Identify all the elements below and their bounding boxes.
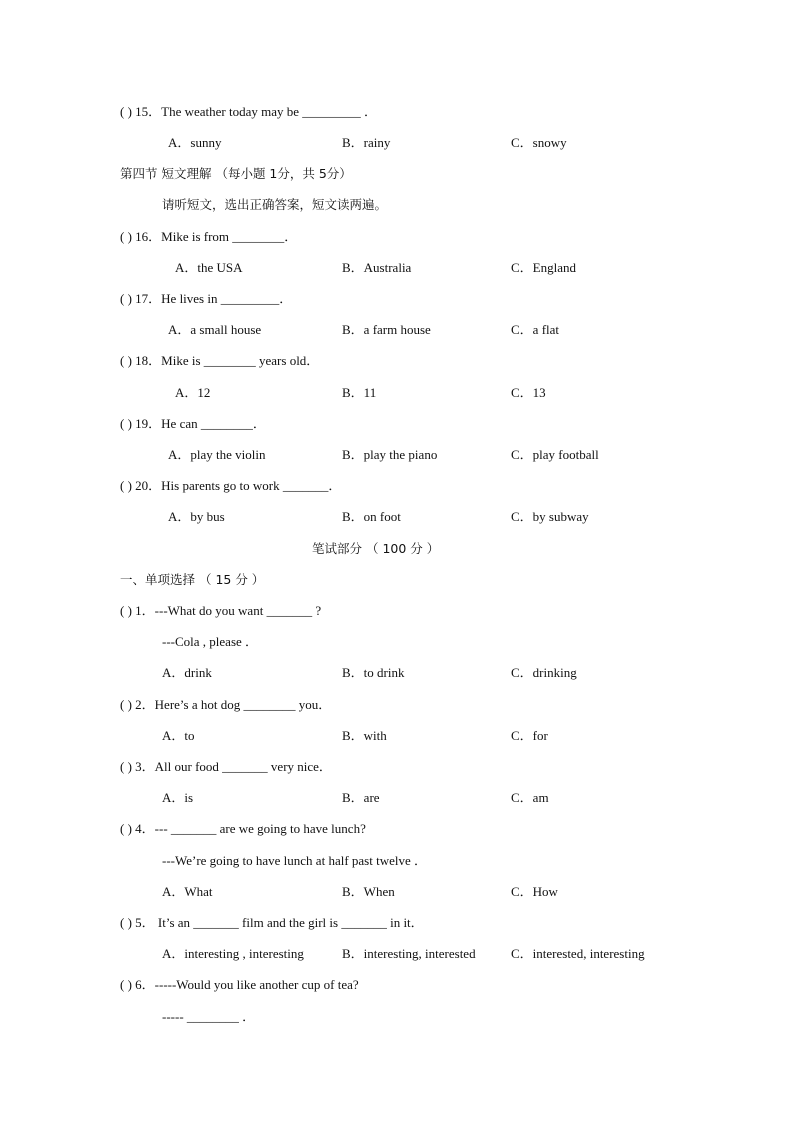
q17-option-c: C．a flat: [511, 322, 560, 337]
written-q4-reply: ---We’re going to have lunch at half past twelve ．: [162, 853, 427, 868]
written-q5-option-c: C．interested, interesting: [511, 946, 645, 961]
written-question-1: ( ) 1．---What do you want _______ ?: [120, 603, 322, 618]
question-18: ( ) 18．Mike is ________ years old．: [120, 353, 320, 368]
written-q1-option-b: B．to drink: [342, 665, 405, 680]
q17-option-b: B．a farm house: [342, 322, 431, 337]
written-part-title: 笔试部分 （ 100 分 ）: [312, 541, 440, 556]
written-q4-option-c: C．How: [511, 884, 558, 899]
q15-option-a: A．sunny: [168, 135, 222, 150]
section-4-instruction: 请听短文，选出正确答案，短文读两遍。: [162, 197, 388, 212]
q16-option-a: A．the USA: [175, 260, 243, 275]
written-q2-option-b: B．with: [342, 728, 387, 743]
written-q5-option-a: A．interesting , interesting: [162, 946, 304, 961]
written-q3-option-b: B．are: [342, 790, 380, 805]
q16-option-b: B．Australia: [342, 260, 412, 275]
written-q4-option-b: B．When: [342, 884, 395, 899]
q19-option-c: C．play football: [511, 447, 599, 462]
written-question-4: ( ) 4．--- _______ are we going to have lunch?: [120, 821, 366, 836]
written-question-2: ( ) 2．Here’s a hot dog ________ you．: [120, 697, 332, 712]
question-15: ( ) 15．The weather today may be _________ ．: [120, 104, 378, 119]
written-q6-reply: ----- ________ ．: [162, 1009, 256, 1024]
q20-option-b: B．on foot: [342, 509, 401, 524]
written-question-5: ( ) 5． It’s an _______ film and the girl is _______ in it．: [120, 915, 424, 930]
written-q3-option-c: C．am: [511, 790, 549, 805]
written-q2-option-c: C．for: [511, 728, 548, 743]
written-q4-option-a: A．What: [162, 884, 213, 899]
question-16: ( ) 16．Mike is from ________．: [120, 229, 298, 244]
q18-option-b: B．11: [342, 385, 377, 400]
written-q3-option-a: A．is: [162, 790, 194, 805]
q17-option-a: A．a small house: [168, 322, 262, 337]
q18-option-c: C．13: [511, 385, 546, 400]
q16-option-c: C．England: [511, 260, 576, 275]
q18-option-a: A．12: [175, 385, 211, 400]
written-question-6: ( ) 6．-----Would you like another cup of tea?: [120, 977, 359, 992]
question-20: ( ) 20．His parents go to work _______．: [120, 478, 342, 493]
written-q2-option-a: A．to: [162, 728, 195, 743]
question-19: ( ) 19．He can ________．: [120, 416, 266, 431]
written-q1-option-c: C．drinking: [511, 665, 577, 680]
written-q1-option-a: A．drink: [162, 665, 212, 680]
q19-option-b: B．play the piano: [342, 447, 438, 462]
question-17: ( ) 17．He lives in _________．: [120, 291, 293, 306]
q20-option-c: C．by subway: [511, 509, 589, 524]
written-q1-reply: ---Cola , please ．: [162, 634, 259, 649]
q19-option-a: A．play the violin: [168, 447, 266, 462]
written-question-3: ( ) 3．All our food _______ very nice．: [120, 759, 332, 774]
q20-option-a: A．by bus: [168, 509, 225, 524]
part-1-title: 一、单项选择 （ 15 分 ）: [120, 572, 265, 587]
q15-option-b: B．rainy: [342, 135, 391, 150]
section-4-title: 第四节 短文理解 （每小题 1分，共 5分）: [120, 166, 352, 181]
written-q5-option-b: B．interesting, interested: [342, 946, 476, 961]
q15-option-c: C．snowy: [511, 135, 567, 150]
